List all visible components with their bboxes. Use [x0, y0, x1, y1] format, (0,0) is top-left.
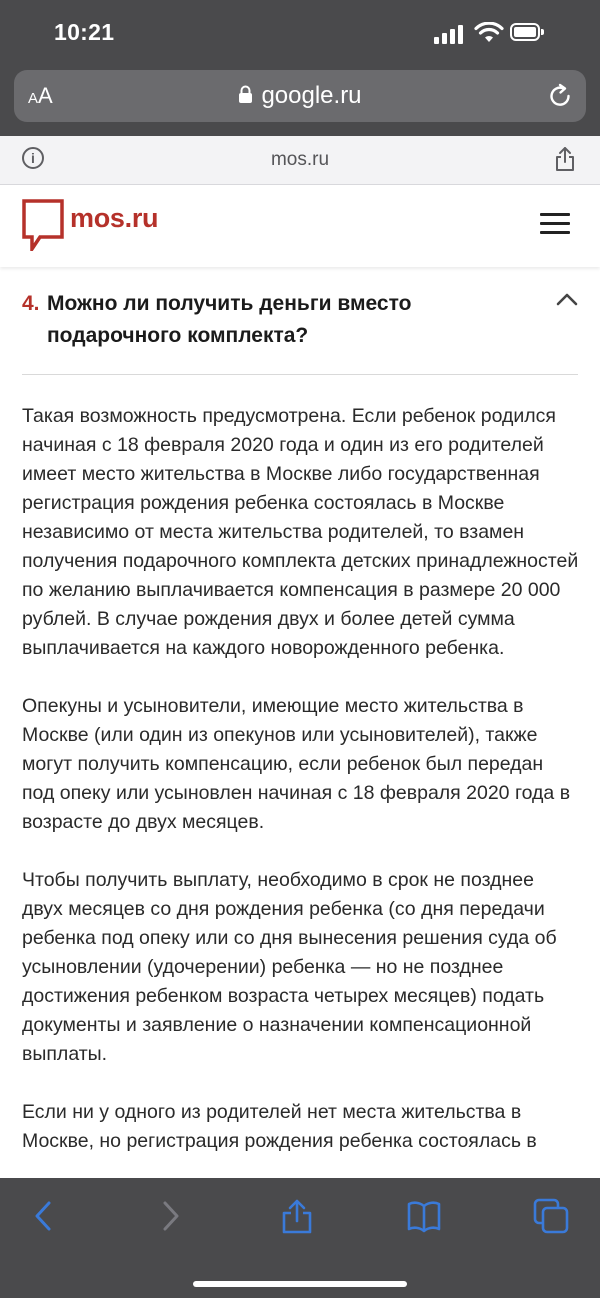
chevron-right-icon[interactable] — [152, 1198, 188, 1234]
hamburger-menu-icon[interactable] — [540, 213, 570, 235]
faq-question: Можно ли получить деньги вместо подарочного комплекта? — [47, 292, 412, 347]
book-icon[interactable] — [406, 1198, 442, 1234]
lock-icon — [238, 85, 253, 104]
paragraph: Чтобы получить выплату, необходимо в срок не позднее двух месяцев со дня рождения ребенка (со дня передачи ребенка под опеку или со дня вынесения решения суда об усыновлении (удочерении) ребенка — но не позднее достижения ребенком возраста четырех месяцев) подать документы и заявление о назначении компенсационной выплаты. — [22, 869, 557, 1065]
faq-question-header[interactable] — [22, 288, 578, 374]
url-display[interactable] — [14, 81, 586, 111]
share-icon[interactable] — [279, 1198, 315, 1234]
site-info-bar — [0, 136, 600, 185]
chevron-up-icon[interactable] — [556, 292, 578, 306]
cellular-signal-icon — [434, 22, 466, 44]
address-bar[interactable] — [14, 70, 586, 122]
site-domain: mos.ru — [270, 149, 330, 170]
divider — [22, 374, 578, 375]
text-size-button[interactable]: AA — [28, 83, 53, 108]
chevron-left-icon[interactable] — [26, 1198, 62, 1234]
battery-icon — [510, 23, 540, 41]
site-header — [0, 185, 600, 267]
mos-logo-icon[interactable] — [22, 199, 64, 251]
logo-text[interactable]: mos.ru — [70, 203, 159, 233]
status-time: 10:21 — [54, 19, 115, 45]
faq-number: 4. — [22, 292, 40, 315]
paragraph: Такая возможность предусмотрена. Если ребенок родился начиная с 18 февраля 2020 года и один из его родителей имеет место жительства в Москве либо государственная регистрация рождения ребенка состоялась в Москве независимо от места жительства родителей, то взамен получения подарочного комплекта детских принадлежностей по желанию выплачивается компенсация в размере 20 000 рублей. В случае рождения двух и более детей сумма выплачивается на каждого новорожденного ребенка. — [22, 405, 579, 659]
wifi-icon — [474, 22, 504, 44]
browser-top-chrome — [0, 0, 600, 136]
url-text: google.ru — [261, 82, 362, 109]
paragraph: Если ни у одного из родителей нет места жительства в Москве, но регистрация рождения ребенка состоялась в — [22, 1101, 537, 1152]
paragraph: Опекуны и усыновители, имеющие место жительства в Москве (или один из опекунов или усыновителей), также могут получить компенсацию, если ребенок был передан под опеку или усыновлен начиная с 18 февраля 2020 года в возрасте до двух месяцев. — [22, 695, 571, 833]
browser-bottom-toolbar — [0, 1178, 600, 1298]
share-icon[interactable] — [554, 146, 576, 172]
faq-answer — [22, 402, 580, 1185]
tabs-icon[interactable] — [533, 1198, 569, 1234]
info-icon[interactable]: i — [22, 147, 44, 169]
home-indicator — [193, 1281, 407, 1287]
reload-icon[interactable] — [546, 82, 574, 110]
